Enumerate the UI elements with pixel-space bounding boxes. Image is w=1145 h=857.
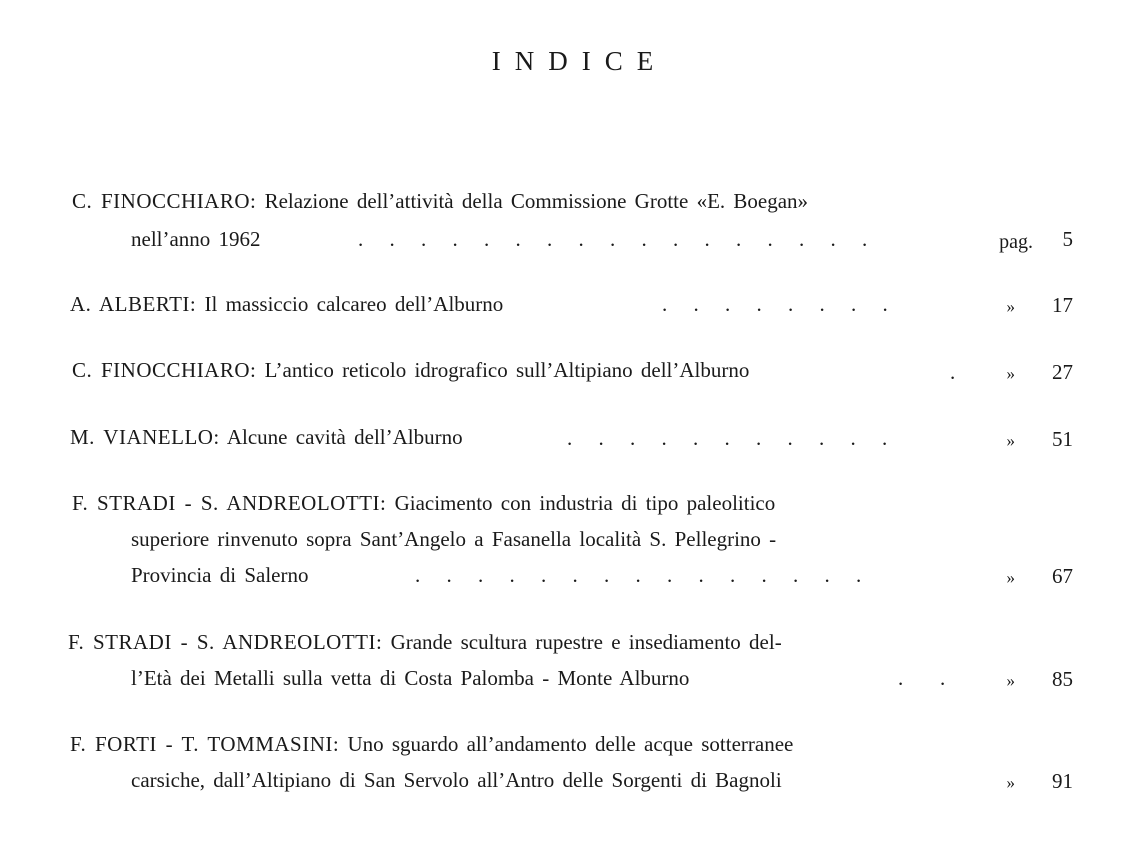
toc-title-line: Alcune cavità dell’Alburno bbox=[226, 425, 463, 449]
toc-entry-line bbox=[70, 427, 463, 448]
toc-author: F. FORTI - T. TOMMASINI: bbox=[70, 732, 340, 756]
toc-title-line: Grande scultura rupestre e insediamento del- bbox=[390, 630, 782, 654]
toc-title-line: L’antico reticolo idrografico sull’Altipiano dell’Alburno bbox=[264, 358, 750, 382]
dot-leader: . bbox=[950, 360, 956, 384]
page-title: INDICE bbox=[491, 46, 668, 76]
dot-leader: . . bbox=[898, 666, 946, 690]
toc-entry-line: nell’anno 1962 bbox=[131, 227, 261, 251]
toc-title-line: Giacimento con industria di tipo paleolitico bbox=[394, 491, 776, 515]
toc-entry-line: superiore rinvenuto sopra Sant’Angelo a Fasanella località S. Pellegrino - bbox=[131, 527, 777, 551]
toc-entry-line bbox=[72, 191, 808, 212]
page-number: 85 bbox=[1052, 667, 1073, 691]
toc-author: F. STRADI - S. ANDREOLOTTI: bbox=[68, 630, 383, 654]
page-number: 27 bbox=[1052, 360, 1073, 384]
toc-entry-line: l’Età dei Metalli sulla vetta di Costa Palomba - Monte Alburno bbox=[131, 666, 690, 690]
toc-title-line: Il massiccio calcareo dell’Alburno bbox=[204, 292, 504, 316]
toc-entry-line bbox=[70, 734, 793, 755]
toc-author: M. VIANELLO: bbox=[70, 425, 220, 449]
page-number: 91 bbox=[1052, 769, 1073, 793]
toc-author: C. FINOCCHIARO: bbox=[72, 358, 257, 382]
page-marker: » bbox=[1006, 431, 1015, 450]
page-number: 17 bbox=[1052, 293, 1073, 317]
page-marker: » bbox=[1006, 297, 1015, 316]
toc-author: F. STRADI - S. ANDREOLOTTI: bbox=[72, 491, 387, 515]
dot-leader: . . . . . . . . . . . . . . . . . bbox=[358, 227, 868, 251]
page-marker: pag. bbox=[999, 231, 1033, 253]
toc-author: A. ALBERTI: bbox=[70, 292, 197, 316]
toc-entry-line bbox=[72, 493, 775, 514]
page-marker: » bbox=[1006, 773, 1015, 792]
toc-entry-line: Provincia di Salerno bbox=[131, 563, 309, 587]
page-number: 67 bbox=[1052, 564, 1073, 588]
dot-leader: . . . . . . . . . . . bbox=[567, 426, 888, 450]
dot-leader: . . . . . . . . bbox=[662, 292, 888, 316]
page-marker: » bbox=[1006, 568, 1015, 587]
toc-entry-line bbox=[72, 360, 749, 381]
toc-entry-line bbox=[68, 632, 782, 653]
page-marker: » bbox=[1006, 671, 1015, 690]
toc-title-line: Uno sguardo all’andamento delle acque sotterranee bbox=[347, 732, 794, 756]
toc-author: C. FINOCCHIARO: bbox=[72, 189, 257, 213]
page-number: 5 bbox=[1062, 227, 1073, 251]
toc-entry-line bbox=[70, 294, 503, 315]
toc-title-line: Relazione dell’attività della Commissione Grotte «E. Boegan» bbox=[264, 189, 809, 213]
page-marker: » bbox=[1006, 364, 1015, 383]
dot-leader: . . . . . . . . . . . . . . . bbox=[415, 563, 862, 587]
toc-entry-line: carsiche, dall’Altipiano di San Servolo all’Antro delle Sorgenti di Bagnoli bbox=[131, 768, 782, 792]
page-number: 51 bbox=[1052, 427, 1073, 451]
